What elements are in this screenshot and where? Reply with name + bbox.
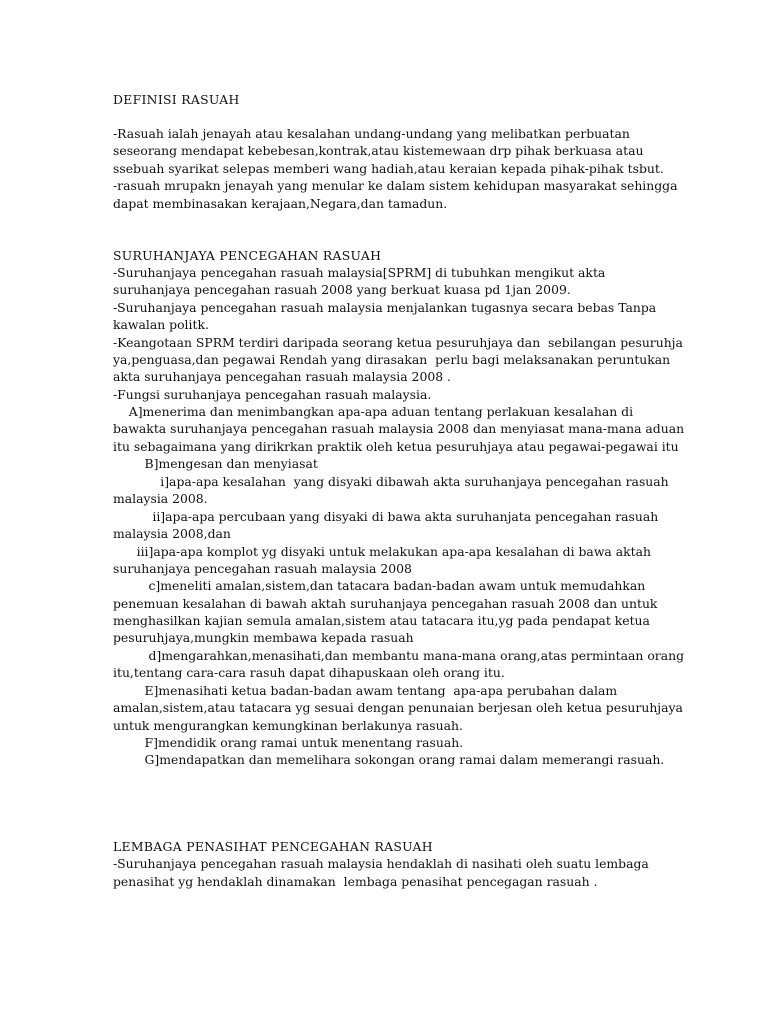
paragraph-line: menghasilkan kajian semula amalan,sistem atau tatacara itu,yg pada pendapat ketua	[113, 613, 650, 628]
list-item: B]mengesan dan menyiasat	[113, 456, 318, 471]
paragraph-line: ssebuah syarikat selepas memberi wang hadiah,atau keraian kepada pihak-pihak tsbut.	[113, 161, 664, 176]
paragraph-line: penasihat yg hendaklah dinamakan lembaga penasihat pencegagan rasuah .	[113, 874, 598, 889]
paragraph-line: -Suruhanjaya pencegahan rasuah malaysia[SPRM] di tubuhkan mengikut akta	[113, 265, 606, 280]
paragraph-line: -Suruhanjaya pencegahan rasuah malaysia hendaklah di nasihati oleh suatu lembaga	[113, 856, 649, 871]
heading-definisi-rasuah: DEFINISI RASUAH	[113, 92, 240, 107]
paragraph-line: malaysia 2008,dan	[113, 526, 231, 541]
paragraph-line: penemuan kesalahan di bawah aktah suruhanjaya pencegahan rasuah 2008 dan untuk	[113, 596, 658, 611]
paragraph-line: suruhanjaya pencegahan rasuah malaysia 2008	[113, 561, 412, 576]
heading-lembaga-penasihat: LEMBAGA PENASIHAT PENCEGAHAN RASUAH	[113, 839, 433, 854]
paragraph-line: ya,penguasa,dan pegawai Rendah yang dirasakan perlu bagi melaksanakan peruntukan	[113, 352, 671, 367]
paragraph-line: dapat membinasakan kerajaan,Negara,dan tamadun.	[113, 196, 448, 211]
list-item: ii]apa-apa percubaan yang disyaki di bawa akta suruhanjata pencegahan rasuah	[113, 509, 659, 524]
paragraph-line: seseorang mendapat kebebesan,kontrak,atau kistemewaan drp pihak berkuasa atau	[113, 143, 644, 158]
paragraph-line: amalan,sistem,atau tatacara yg sesuai dengan penunaian berjesan oleh ketua pesuruhjaya	[113, 700, 683, 715]
paragraph-line: -rasuah mrupakn jenayah yang menular ke dalam sistem kehidupan masyarakat sehingga	[113, 178, 678, 193]
list-item: c]meneliti amalan,sistem,dan tatacara badan-badan awam untuk memudahkan	[113, 578, 646, 593]
paragraph-line: bawakta suruhanjaya pencegahan rasuah malaysia 2008 dan menyiasat mana-mana aduan	[113, 421, 685, 436]
paragraph-line: itu sebagaimana yang dirikrkan praktik oleh ketua pesuruhjaya atau pegawai-pegawai itu	[113, 439, 679, 454]
list-item: iii]apa-apa komplot yg disyaki untuk melakukan apa-apa kesalahan di bawa aktah	[113, 544, 651, 559]
paragraph-line: untuk mengurangkan kemungkinan berlakunya rasuah.	[113, 718, 463, 733]
paragraph-line: kawalan politk.	[113, 317, 209, 332]
heading-suruhanjaya-pencegahan-rasuah: SURUHANJAYA PENCEGAHAN RASUAH	[113, 248, 382, 263]
list-item: i]apa-apa kesalahan yang disyaki dibawah akta suruhanjaya pencegahan rasuah	[113, 474, 669, 489]
paragraph-line: -Suruhanjaya pencegahan rasuah malaysia menjalankan tugasnya secara bebas Tanpa	[113, 300, 657, 315]
paragraph-line: -Fungsi suruhanjaya pencegahan rasuah malaysia.	[113, 387, 432, 402]
list-item: A]menerima dan menimbangkan apa-apa aduan tentang perlakuan kesalahan di	[113, 404, 634, 419]
list-item: E]menasihati ketua badan-badan awam tentang apa-apa perubahan dalam	[113, 683, 618, 698]
paragraph-line: itu,tentang cara-cara rasuh dapat dihapuskaan oleh orang itu.	[113, 665, 505, 680]
paragraph-line: -Rasuah ialah jenayah atau kesalahan undang-undang yang melibatkan perbuatan	[113, 126, 630, 141]
paragraph-line: -Keangotaan SPRM terdiri daripada seorang ketua pesuruhjaya dan sebilangan pesuruhja	[113, 335, 683, 350]
paragraph-line: malaysia 2008.	[113, 491, 208, 506]
list-item: d]mengarahkan,menasihati,dan membantu mana-mana orang,atas permintaan orang	[113, 648, 685, 663]
list-item: F]mendidik orang ramai untuk menentang rasuah.	[113, 735, 464, 750]
paragraph-line: pesuruhjaya,mungkin membawa kepada rasuah	[113, 630, 414, 645]
paragraph-line: suruhanjaya pencegahan rasuah 2008 yang berkuat kuasa pd 1jan 2009.	[113, 282, 571, 297]
paragraph-line: akta suruhanjaya pencegahan rasuah malaysia 2008 .	[113, 369, 451, 384]
list-item: G]mendapatkan dan memelihara sokongan orang ramai dalam memerangi rasuah.	[113, 752, 665, 767]
